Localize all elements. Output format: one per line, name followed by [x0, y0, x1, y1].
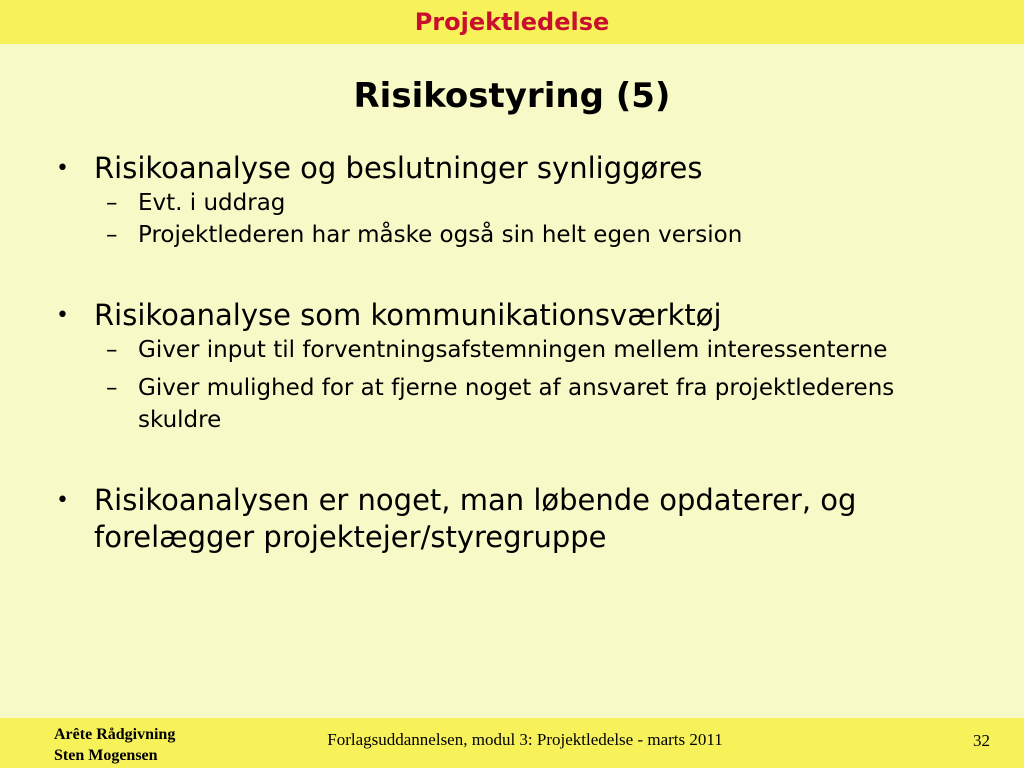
bullet-item — [54, 482, 984, 556]
footer-author: Sten Mogensen — [54, 747, 158, 764]
sub-bullet-text: Evt. i uddrag — [138, 190, 286, 216]
spacer — [54, 251, 984, 297]
sub-bullet-text: Giver input til forventningsafstemningen mellem interessenterne — [138, 337, 888, 363]
footer-org: Arête Rådgivning — [54, 726, 176, 743]
sub-bullet-text: Giver mulighed for at fjerne noget af ansvaret fra projektlederens skuldre — [138, 375, 895, 433]
footer-course: Forlagsuddannelsen, modul 3: Projektledelse - marts 2011 — [327, 730, 723, 749]
bullet-icon: • — [56, 156, 69, 181]
sub-bullet-item — [54, 334, 984, 366]
header-title: Projektledelse — [414, 8, 610, 36]
dash-icon: – — [106, 337, 118, 363]
bullet-text: Risikoanalyse som kommunikationsværktøj — [94, 298, 722, 332]
page-number: 32 — [973, 731, 990, 750]
sub-bullet-item — [54, 187, 984, 219]
bullet-icon: • — [56, 303, 69, 328]
bullet-item — [54, 150, 984, 187]
dash-icon: – — [106, 222, 118, 248]
dash-icon: – — [106, 190, 118, 216]
bullet-item — [54, 297, 984, 334]
slide-title: Risikostyring (5) — [353, 76, 671, 116]
slide-content — [54, 150, 984, 556]
sub-bullet-item — [54, 372, 984, 436]
sub-bullet-item — [54, 219, 984, 251]
spacer — [54, 436, 984, 482]
bullet-text: Risikoanalysen er noget, man løbende opdaterer, og forelægger projektejer/styregruppe — [94, 483, 857, 554]
sub-bullet-text: Projektlederen har måske også sin helt egen version — [138, 222, 743, 248]
bullet-icon: • — [56, 488, 69, 513]
footer-credits — [54, 724, 175, 766]
bullet-text: Risikoanalyse og beslutninger synliggøres — [94, 151, 703, 185]
dash-icon: – — [106, 375, 118, 401]
